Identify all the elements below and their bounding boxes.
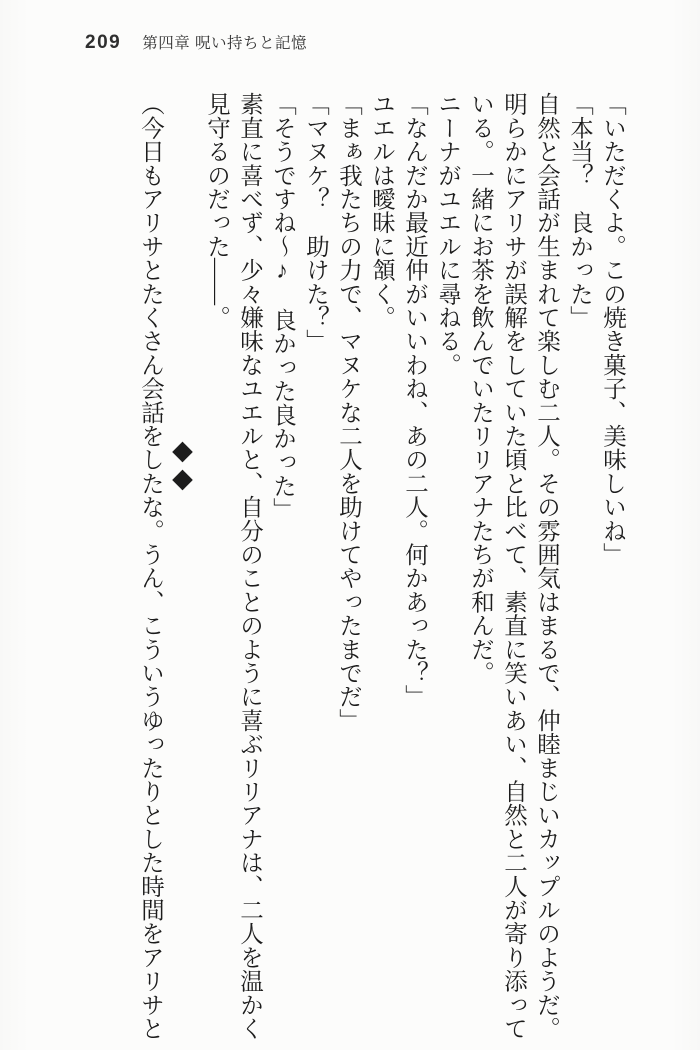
chapter-title: 第四章 呪い持ちと記憶 [142,35,308,52]
scene-break-diamond-icon: ◆◆ [167,435,198,491]
narration-paragraph: 自然と会話が生まれて楽しむ二人。その雰囲気はまるで、仲睦まじいカップルのようだ。明らかにアリサが誤解をしていた頃と比べて、素直に笑いあい、自然と二人が寄り添っている。一緒にお茶を飲んでいたリリアナたちが和んだ。 [467,92,559,1040]
dialogue-line: 「そうですね～♪ 良かった良かった」 [269,92,295,522]
dialogue-line: 「いただくよ。この焼き菓子、美味しいね」 [599,92,625,566]
page-header [85,31,307,54]
narration-paragraph: ニーナがユエルに尋ねる。 [434,92,460,377]
monologue-paragraph: （今日もアリサとたくさん会話をしたな。うん、こういうゆったりとした時間をアリサと [137,92,163,1040]
dialogue-line: 「本当？ 良かった」 [566,92,592,329]
main-text-vertical [133,92,628,1040]
narration-paragraph: ユエルは曖昧に頷く。 [368,92,394,329]
page-number: 209 [85,32,122,53]
dialogue-line: 「なんだか最近仲がいいわね、あの二人。何かあった？」 [401,92,427,709]
dialogue-line: 「まぁ我たちの力で、マヌケな二人を助けてやったまでだ」 [335,92,361,732]
dialogue-line: 「マヌケ？ 助けた？」 [302,92,328,353]
narration-paragraph: 素直に喜べず、少々嫌味なユエルと、自分のことのように喜ぶリリアナは、二人を温かく見守るのだった――。 [203,92,262,1040]
